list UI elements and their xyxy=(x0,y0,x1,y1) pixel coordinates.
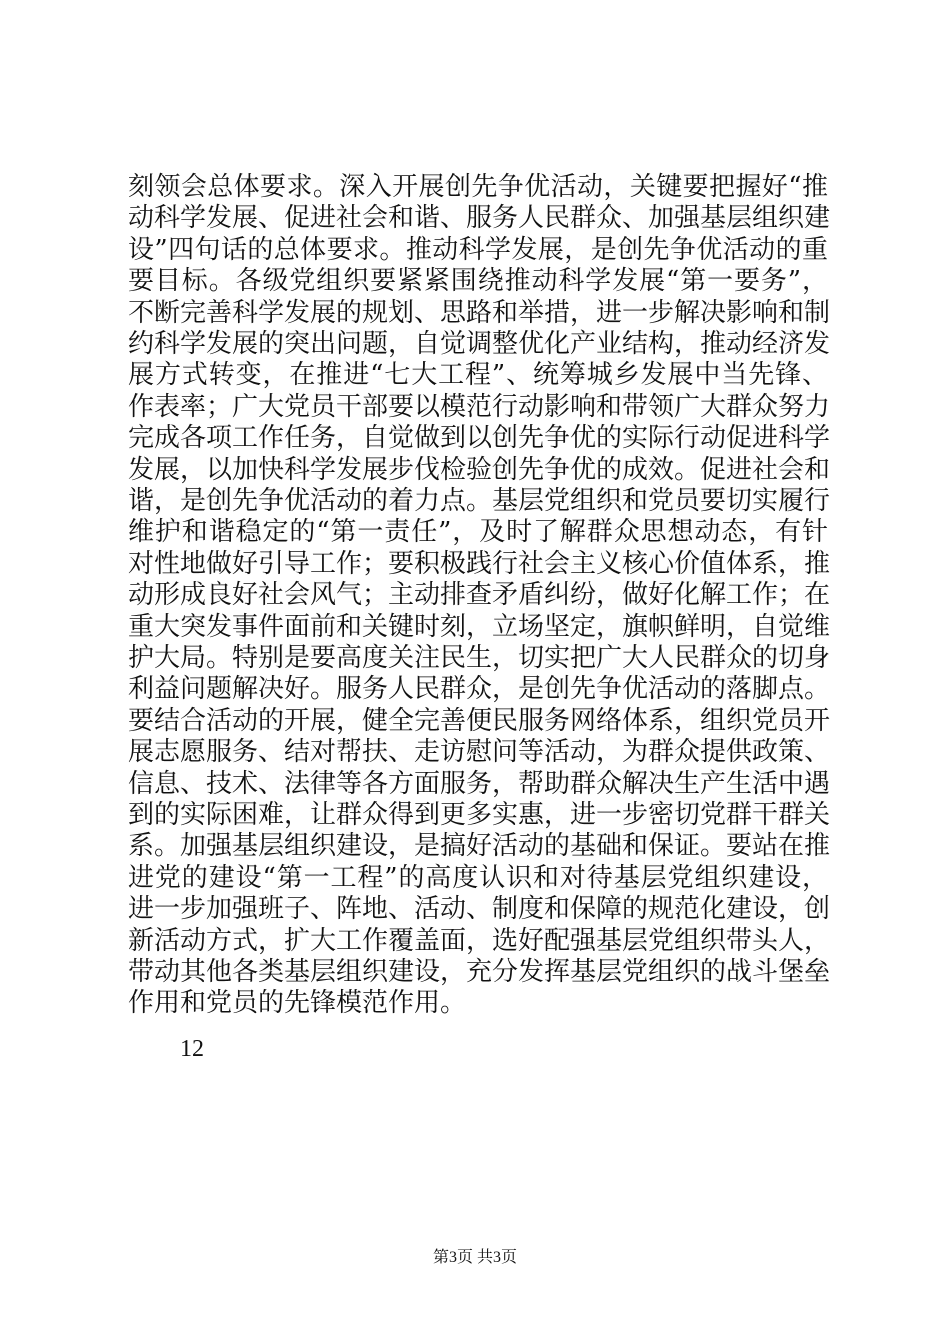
text-line: 发展，以加快科学发展步伐检验创先争优的成效。促进社会和 xyxy=(128,454,831,485)
text-line: 对性地做好引导工作；要积极践行社会主义核心价值体系，推 xyxy=(128,548,831,579)
text-line: 重大突发事件面前和关键时刻，立场坚定，旗帜鲜明，自觉维 xyxy=(128,611,831,642)
text-line: 动形成良好社会风气；主动排查矛盾纠纷，做好化解工作；在 xyxy=(128,580,831,611)
text-line: 利益问题解决好。服务人民群众，是创先争优活动的落脚点。 xyxy=(128,674,831,705)
text-line: 展志愿服务、结对帮扶、走访慰问等活动，为群众提供政策、 xyxy=(128,737,831,768)
text-line: 刻领会总体要求。深入开展创先争优活动，关键要把握好“推 xyxy=(128,172,828,202)
text-line: 要目标。各级党组织要紧紧围绕推动科学发展“第一要务”， xyxy=(128,266,828,297)
text-line: 展方式转变，在推进“七大工程”、统筹城乡发展中当先锋、 xyxy=(128,360,828,391)
text-line: 要结合活动的开展，健全完善便民服务网络体系，组织党员开 xyxy=(128,705,831,736)
text-line: 作用和党员的先锋模范作用。 xyxy=(128,988,467,1019)
trailing-number: 12 xyxy=(180,1036,204,1062)
text-line: 进党的建设“第一工程”的高度认识和对待基层党组织建设， xyxy=(128,862,828,893)
text-line: 作表率；广大党员干部要以模范行动影响和带领广大群众努力 xyxy=(128,391,831,422)
text-line: 约科学发展的突出问题，自觉调整优化产业结构，推动经济发 xyxy=(128,329,831,359)
text-line: 谐，是创先争优活动的着力点。基层党组织和党员要切实履行 xyxy=(128,486,831,516)
text-line: 到的实际困难，让群众得到更多实惠，进一步密切党群干群关 xyxy=(128,800,831,830)
text-line: 设”四句话的总体要求。推动科学发展，是创先争优活动的重 xyxy=(128,234,828,265)
page-footer: 第3页 共3页 xyxy=(432,1249,517,1266)
text-line: 系。加强基层组织建设，是搞好活动的基础和保证。要站在推 xyxy=(128,831,831,862)
text-line: 进一步加强班子、阵地、活动、制度和保障的规范化建设，创 xyxy=(128,894,831,925)
text-line: 不断完善科学发展的规划、思路和举措，进一步解决影响和制 xyxy=(128,297,831,328)
text-line: 带动其他各类基层组织建设，充分发挥基层党组织的战斗堡垒 xyxy=(128,957,831,987)
text-line: 维护和谐稳定的“第一责任”，及时了解群众思想动态，有针 xyxy=(128,517,828,548)
text-line: 信息、技术、法律等各方面服务，帮助群众解决生产生活中遇 xyxy=(128,768,831,799)
text-line: 护大局。特别是要高度关注民生，切实把广大人民群众的切身 xyxy=(128,643,831,673)
text-line: 动科学发展、促进社会和谐、服务人民群众、加强基层组织建 xyxy=(128,203,831,234)
text-line: 新活动方式，扩大工作覆盖面，选好配强基层党组织带头人， xyxy=(128,925,831,956)
text-line: 完成各项工作任务，自觉做到以创先争优的实际行动促进科学 xyxy=(128,423,831,454)
